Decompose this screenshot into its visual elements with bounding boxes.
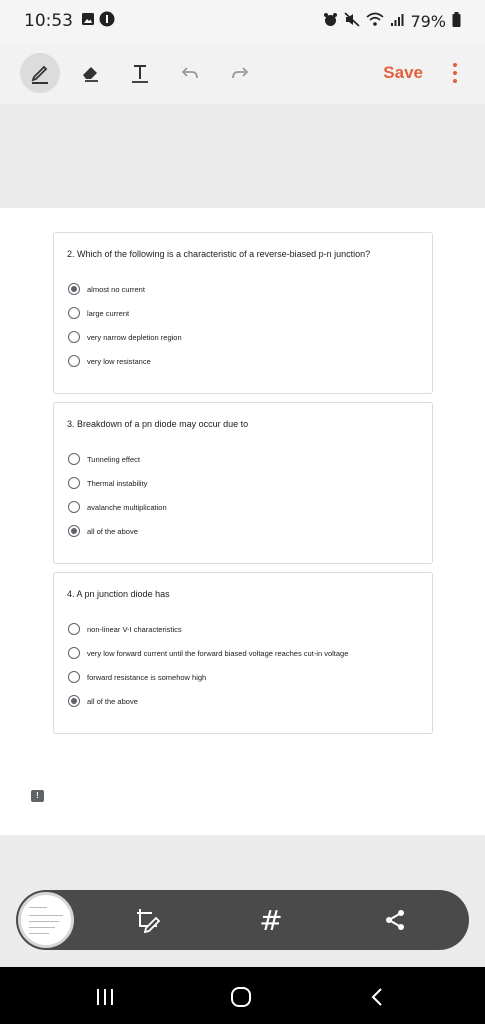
option-row[interactable] bbox=[68, 647, 348, 659]
radio-icon[interactable] bbox=[68, 307, 80, 319]
option-row[interactable] bbox=[68, 671, 206, 683]
home-icon bbox=[230, 986, 252, 1008]
back-button[interactable] bbox=[360, 980, 394, 1014]
battery-icon bbox=[452, 12, 461, 31]
radio-icon[interactable] bbox=[68, 501, 80, 513]
share-icon bbox=[383, 908, 407, 932]
option-label: large current bbox=[87, 308, 130, 318]
option-row[interactable] bbox=[68, 623, 182, 635]
gallery-icon bbox=[81, 12, 95, 31]
hashtag-icon: # bbox=[259, 903, 283, 937]
radio-icon[interactable] bbox=[68, 623, 80, 635]
question-text: 3. Breakdown of a pn diode may occur due to bbox=[67, 419, 249, 429]
option-label: Thermal instability bbox=[87, 478, 148, 488]
option-row[interactable] bbox=[68, 355, 151, 367]
text-tool-button[interactable] bbox=[120, 53, 160, 93]
option-label: Tunneling effect bbox=[87, 454, 140, 464]
home-button[interactable] bbox=[224, 980, 258, 1014]
radio-icon[interactable] bbox=[68, 355, 80, 367]
option-label: very narrow depletion region bbox=[87, 332, 182, 342]
question-text: 2. Which of the following is a characteristic of a reverse-biased p-n junction? bbox=[67, 249, 371, 259]
pen-icon bbox=[29, 62, 51, 84]
question-text: 4. A pn junction diode has bbox=[67, 589, 170, 599]
option-label: non-linear V-I characteristics bbox=[87, 624, 182, 634]
battery-level: 79% bbox=[410, 11, 446, 31]
question-card bbox=[53, 402, 433, 564]
app-notification-icon bbox=[99, 11, 115, 32]
option-row[interactable] bbox=[68, 525, 138, 537]
page-thumbnail[interactable] bbox=[18, 892, 74, 948]
more-options-button[interactable] bbox=[445, 63, 465, 83]
alarm-icon bbox=[323, 12, 338, 31]
status-bar bbox=[0, 0, 485, 42]
redo-icon bbox=[229, 62, 251, 84]
question-card bbox=[53, 572, 433, 734]
report-issue-icon[interactable]: ! bbox=[31, 790, 44, 802]
eraser-tool-button[interactable] bbox=[70, 53, 110, 93]
status-right-icons bbox=[323, 12, 461, 31]
radio-checked-icon[interactable] bbox=[68, 525, 80, 537]
edit-crop-icon bbox=[134, 906, 162, 934]
canvas-top-margin bbox=[0, 104, 485, 208]
option-label: avalanche multiplication bbox=[87, 502, 167, 512]
radio-icon[interactable] bbox=[68, 331, 80, 343]
radio-icon[interactable] bbox=[68, 453, 80, 465]
option-row[interactable] bbox=[68, 695, 138, 707]
option-row[interactable] bbox=[68, 307, 129, 319]
status-time: 10:53 bbox=[24, 11, 73, 31]
option-row[interactable] bbox=[68, 453, 140, 465]
wifi-icon bbox=[366, 12, 384, 31]
question-card bbox=[53, 232, 433, 394]
recent-apps-button[interactable] bbox=[88, 980, 122, 1014]
option-label: very low resistance bbox=[87, 356, 151, 366]
option-label: all of the above bbox=[87, 526, 138, 536]
undo-button[interactable] bbox=[170, 53, 210, 93]
eraser-icon bbox=[79, 62, 101, 84]
option-row[interactable] bbox=[68, 331, 182, 343]
radio-icon[interactable] bbox=[68, 671, 80, 683]
back-icon bbox=[370, 987, 384, 1007]
editor-toolbar bbox=[0, 42, 485, 104]
edit-crop-button[interactable] bbox=[133, 905, 163, 935]
text-icon bbox=[129, 62, 151, 84]
option-label: very low forward current until the forward biased voltage reaches cut-in voltage bbox=[87, 648, 349, 658]
mute-icon bbox=[344, 12, 360, 31]
option-row[interactable] bbox=[68, 501, 167, 513]
more-vert-icon bbox=[453, 63, 457, 67]
option-label: all of the above bbox=[87, 696, 138, 706]
signal-icon bbox=[390, 12, 404, 31]
recents-icon bbox=[95, 988, 115, 1006]
radio-icon[interactable] bbox=[68, 477, 80, 489]
pen-tool-button[interactable] bbox=[20, 53, 60, 93]
option-row[interactable] bbox=[68, 283, 145, 295]
share-button[interactable] bbox=[380, 905, 410, 935]
radio-checked-icon[interactable] bbox=[68, 695, 80, 707]
hashtag-button[interactable] bbox=[256, 905, 286, 935]
undo-icon bbox=[179, 62, 201, 84]
option-label: forward resistance is somehow high bbox=[87, 672, 207, 682]
radio-checked-icon[interactable] bbox=[68, 283, 80, 295]
option-row[interactable] bbox=[68, 477, 147, 489]
option-label: almost no current bbox=[87, 284, 145, 294]
quiz-document bbox=[0, 208, 485, 835]
status-notification-icons bbox=[81, 11, 115, 32]
redo-button[interactable] bbox=[220, 53, 260, 93]
save-button[interactable]: Save bbox=[383, 63, 423, 82]
radio-icon[interactable] bbox=[68, 647, 80, 659]
